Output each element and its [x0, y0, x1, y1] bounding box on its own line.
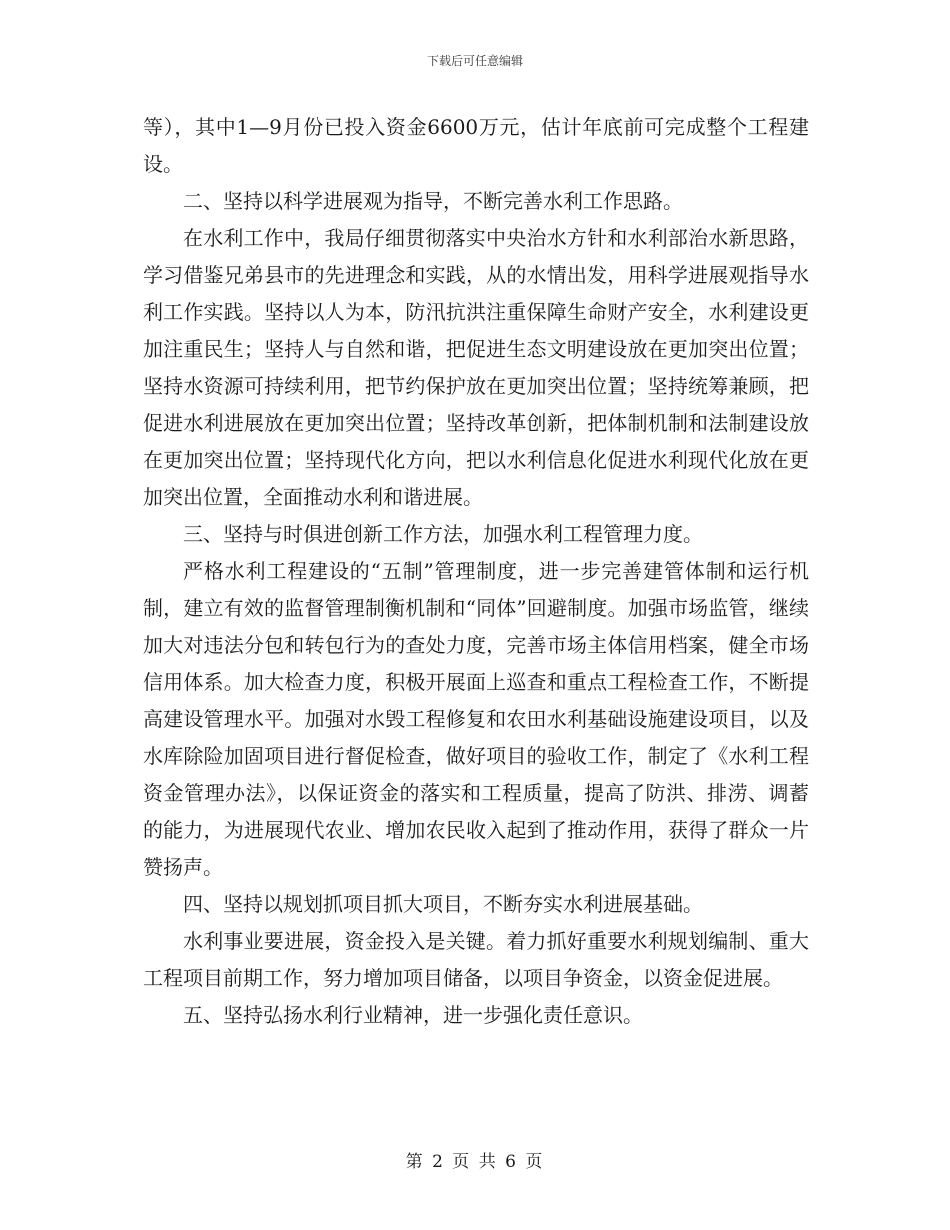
paragraph-1: 等），其中1—9月份已投入资金6600万元，估计年底前可完成整个工程建设。	[143, 115, 809, 176]
page-number: 第 2 页 共 6 页	[405, 1152, 545, 1172]
section-heading-3: 三、坚持与时俱进创新工作方法，加强水利工程管理力度。	[183, 522, 703, 546]
paragraph-4: 水利事业要进展，资金投入是关键。着力抓好重要水利规划编制、重大工程项目前期工作，努力增加项目储备，以项目争资金，以资金促进展。	[143, 929, 809, 990]
header-note: 下载后可任意编辑	[426, 54, 523, 68]
document-body	[143, 109, 809, 1034]
section-heading-5: 五、坚持弘扬水利行业精神，进一步强化责任意识。	[183, 1003, 643, 1027]
paragraph-2: 在水利工作中，我局仔细贯彻落实中央治水方针和水利部治水新思路，学习借鉴兄弟县市的先进理念和实践，从的水情出发，用科学进展观指导水利工作实践。坚持以人为本，防汛抗洪注重保障生命财产安全，水利建设更加注重民生；坚持人与自然和谐，把促进生态文明建设放在更加突出位置；坚持水资源可持续利用，把节约保护放在更加突出位置；坚持统筹兼顾，把促进水利进展放在更加突出位置；坚持改革创新，把体制机制和法制建设放在更加突出位置；坚持现代化方向，把以水利信息化促进水利现代化放在更加突出位置，全面推动水利和谐进展。	[143, 226, 809, 509]
section-heading-4: 四、坚持以规划抓项目抓大项目，不断夯实水利进展基础。	[183, 892, 703, 916]
section-heading-2: 二、坚持以科学进展观为指导，不断完善水利工作思路。	[183, 189, 683, 213]
paragraph-3: 严格水利工程建设的“五制”管理制度，进一步完善建管体制和运行机制，建立有效的监督管理制衡机制和“同体”回避制度。加强市场监管，继续加大对违法分包和转包行为的查处力度，完善市场主体信用档案，健全市场信用体系。加大检查力度，积极开展面上巡查和重点工程检查工作，不断提高建设管理水平。加强对水毁工程修复和农田水利基础设施建设项目，以及水库除险加固项目进行督促检查，做好项目的验收工作，制定了《水利工程资金管理办法》，以保证资金的落实和工程质量，提高了防洪、排涝、调蓄的能力，为进展现代农业、增加农民收入起到了推动作用，获得了群众一片赞扬声。	[143, 559, 809, 879]
